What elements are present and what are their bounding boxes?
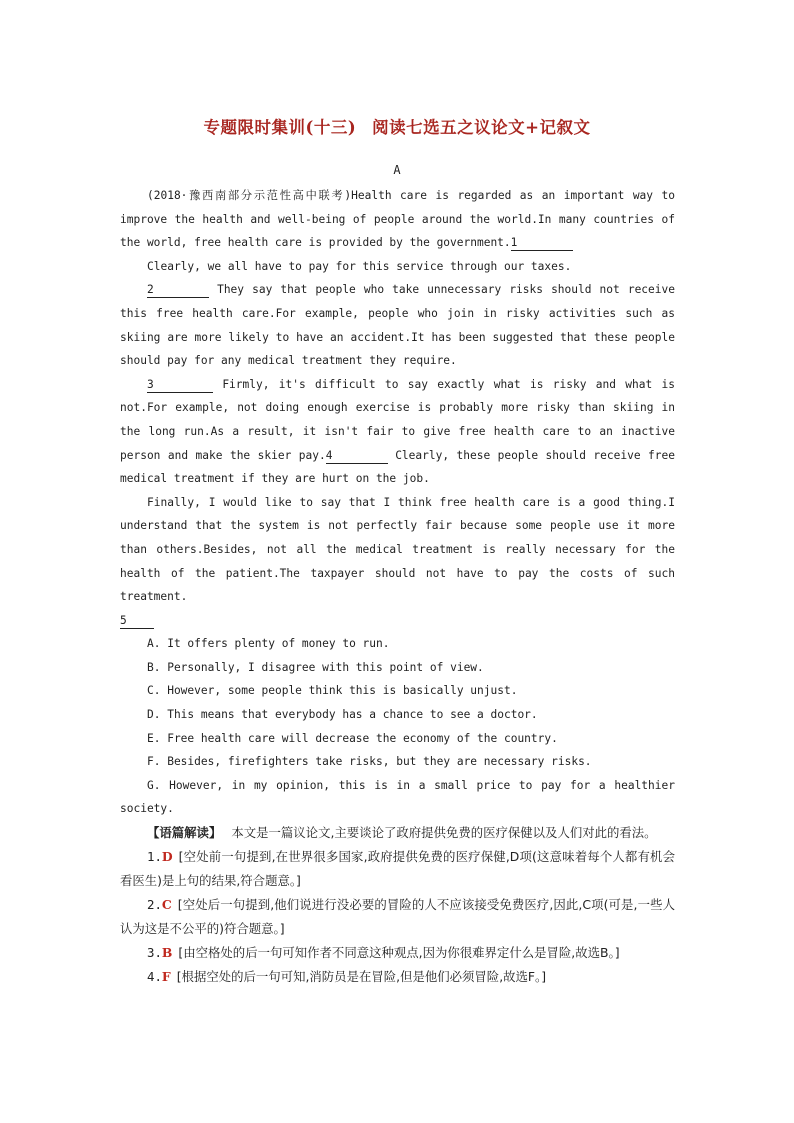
- answer-explanation: [由空格处的后一句可知作者不同意这种观点,因为你很难界定什么是冒险,故选B。]: [178, 945, 620, 961]
- passage-paragraph-1: (2018·豫西南部分示范性高中联考)Health care is regarded as an important way to improve the health and well-being of people around the world.In many countries of the world, free health care is provided by the government.1: [120, 189, 675, 250]
- answer-key: D: [161, 849, 173, 865]
- passage-paragraph-2: Clearly, we all have to pay for this service through our taxes.: [147, 259, 572, 273]
- answer-item: [120, 845, 675, 893]
- answer-number: 4.: [147, 969, 162, 985]
- answer-number: 2.: [147, 897, 162, 913]
- option-item: A. It offers plenty of money to run.: [147, 637, 390, 651]
- discourse-analysis: [120, 821, 675, 845]
- section-label: A: [393, 163, 401, 177]
- option-item: C. However, some people think this is basically unjust.: [147, 684, 518, 698]
- blank-4: 4: [326, 449, 388, 464]
- source-note: (2018·豫西南部分示范性高中联考): [147, 189, 352, 202]
- answer-item: [120, 941, 675, 965]
- answer-key: C: [161, 897, 172, 913]
- passage-paragraph-5-blank: [120, 609, 675, 633]
- passage-paragraph-4: 3 Firmly, it's difficult to say exactly what is risky and what is not.For example, not doing enough exercise is probably more risky than skiing in the long run.As a result, it isn't fair to give free health care to an inactive person and make the skier pay.4 Clearly, these people should receive free medical treatment if they are hurt on the job.: [120, 377, 675, 486]
- passage-paragraph-5: Finally, I would like to say that I think free health care is a good thing.I understand that the system is not perfectly fair because some people use it more than others.Besides, not all the medical treatment is really necessary for the health of the patient.The taxpayer should not have to pay the costs of such treatment.: [120, 495, 675, 604]
- answer-number: 3.: [147, 945, 162, 961]
- blank-1: 1: [511, 236, 573, 251]
- analysis-text: 本文是一篇议论文,主要谈论了政府提供免费的医疗保健以及人们对此的看法。: [231, 825, 657, 841]
- analysis-label: 【语篇解读】: [147, 825, 222, 841]
- blank-2: 2: [147, 283, 209, 298]
- answer-item: [120, 965, 675, 989]
- page-title: [0, 114, 794, 138]
- answer-item: [120, 893, 675, 941]
- passage-paragraph-3: 2 They say that people who take unnecessary risks should not receive this free health care.For example, people who join in risky activities such as skiing are more likely to have an accident.It has been suggested that these people should pay for any medical treatment they require.: [120, 283, 675, 368]
- answer-key: B: [161, 945, 173, 961]
- option-item: F. Besides, firefighters take risks, but they are necessary risks.: [147, 755, 592, 769]
- blank-3: 3: [147, 378, 213, 393]
- answer-explanation: [空处后一句提到,他们说进行没必要的冒险的人不应该接受免费医疗,因此,C项(可是,一些人认为这是不公平的)符合题意。]: [120, 897, 675, 937]
- answer-number: 1.: [147, 849, 162, 865]
- option-item: D. This means that everybody has a chance to see a doctor.: [147, 708, 538, 722]
- option-item: B. Personally, I disagree with this point of view.: [147, 660, 484, 674]
- document-body: [120, 184, 675, 989]
- option-item: G. However, in my opinion, this is in a small price to pay for a healthier society.: [120, 778, 675, 816]
- option-item: E. Free health care will decrease the economy of the country.: [147, 731, 558, 745]
- options-list: [120, 632, 675, 821]
- answer-key: F: [161, 969, 171, 985]
- answer-explanation: [空处前一句提到,在世界很多国家,政府提供免费的医疗保健,D项(这意味着每个人都有机会看医生)是上句的结果,符合题意。]: [120, 849, 675, 889]
- answers-list: [120, 845, 675, 989]
- title-series: 专题限时集训(十三): [203, 118, 357, 137]
- blank-5: 5: [120, 614, 154, 629]
- answer-explanation: [根据空处的后一句可知,消防员是在冒险,但是他们必须冒险,故选F。]: [176, 969, 547, 985]
- title-topic: 阅读七选五之议论文+记叙文: [372, 118, 591, 137]
